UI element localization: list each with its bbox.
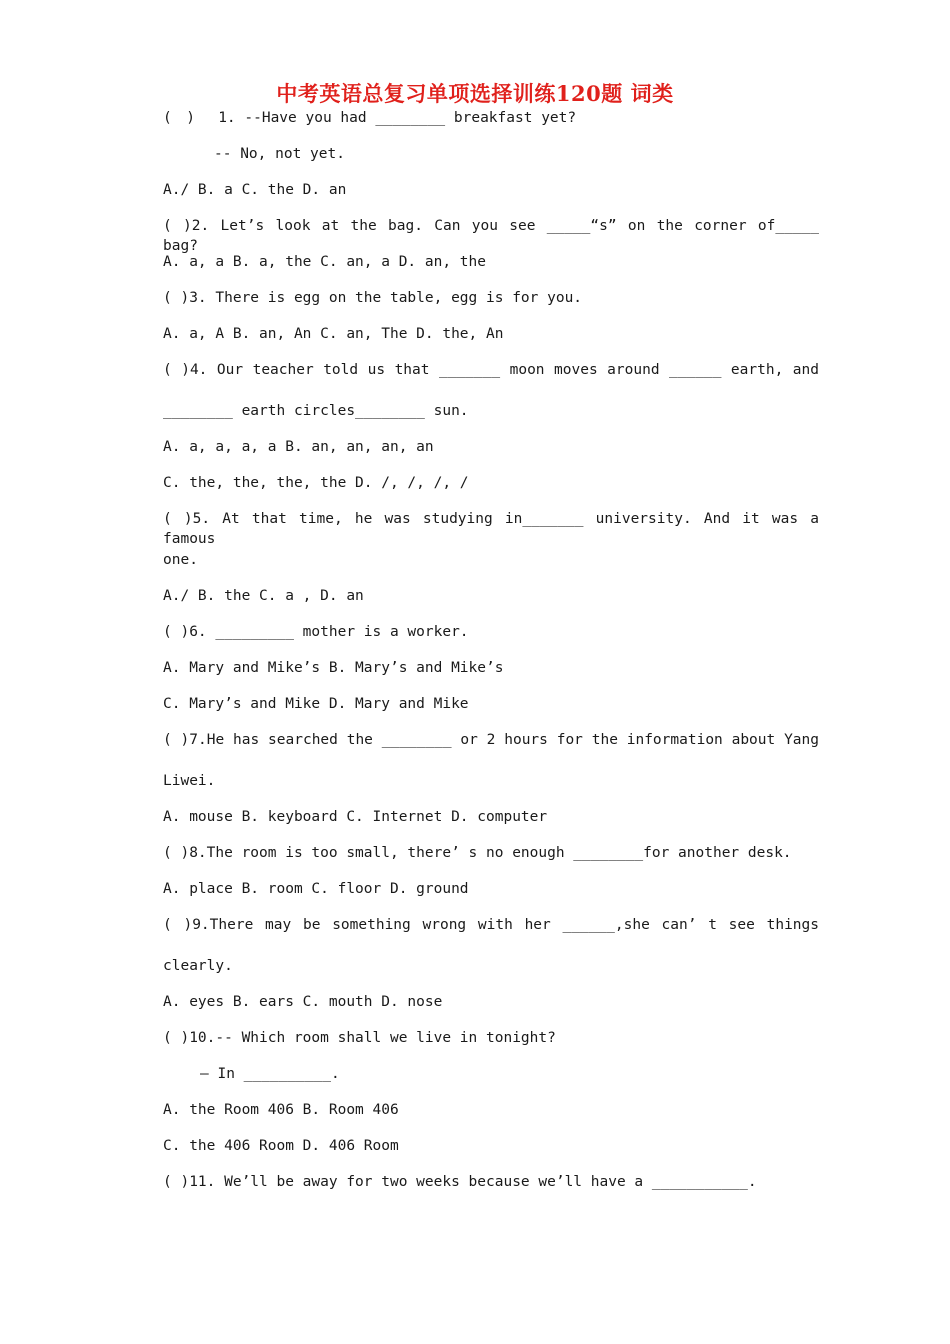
- options-line: A. place B. room C. floor D. ground: [163, 881, 469, 897]
- options-line: A. a, a B. a, the C. an, a D. an, the: [163, 254, 487, 270]
- page-title: 中考英语总复习单项选择训练120题 词类: [276, 81, 674, 106]
- question-line: ( )7.He has searched the ________ or 2 hours for the information about Yang: [163, 732, 819, 748]
- question-line: ( )2. Let’s look at the bag. Can you see _____“s” on the corner of_____ bag?: [163, 218, 819, 254]
- question-line: ( )3. There is egg on the table, egg is for you.: [163, 290, 583, 306]
- question-line: ( )4. Our teacher told us that _______ moon moves around ______ earth, and: [163, 362, 819, 378]
- question-line: ________ earth circles________ sun.: [163, 403, 469, 419]
- options-line: A./ B. the C. a , D. an: [163, 588, 364, 604]
- question-line: ( )8.The room is too small, there’ s no enough ________for another desk.: [163, 845, 792, 861]
- options-line: A./ B. a C. the D. an: [163, 182, 347, 198]
- options-line: C. Mary’s and Mike D. Mary and Mike: [163, 696, 469, 712]
- question-line: clearly.: [163, 958, 233, 974]
- options-line: A. a, A B. an, An C. an, The D. the, An: [163, 326, 504, 342]
- options-line: A. a, a, a, a B. an, an, an, an: [163, 439, 434, 455]
- question-line: ( )11. We’ll be away for two weeks because we’ll have a ___________.: [163, 1174, 757, 1190]
- options-line: A. mouse B. keyboard C. Internet D. computer: [163, 809, 548, 825]
- options-line: A. eyes B. ears C. mouth D. nose: [163, 994, 443, 1010]
- options-line: A. Mary and Mike’s B. Mary’s and Mike’s: [163, 660, 504, 676]
- question-line: ( )6. _________ mother is a worker.: [163, 624, 469, 640]
- question-line: ( )9.There may be something wrong with her ______,she can’ t see things: [163, 917, 819, 933]
- question-line: ( )10.-- Which room shall we live in tonight?: [163, 1030, 556, 1046]
- question-line: ( )5. At that time, he was studying in_______ university. And it was a famous: [163, 511, 819, 547]
- options-line: C. the 406 Room D. 406 Room: [163, 1138, 399, 1154]
- question-line: ( ) 1. --Have you had ________ breakfast yet?: [163, 110, 577, 126]
- question-line: Liwei.: [163, 773, 216, 789]
- options-line: C. the, the, the, the D. /, /, /, /: [163, 475, 469, 491]
- options-line: A. the Room 406 B. Room 406: [163, 1102, 399, 1118]
- question-line: one.: [163, 552, 198, 568]
- question-line: – In __________.: [200, 1066, 340, 1082]
- question-line: -- No, not yet.: [214, 146, 345, 162]
